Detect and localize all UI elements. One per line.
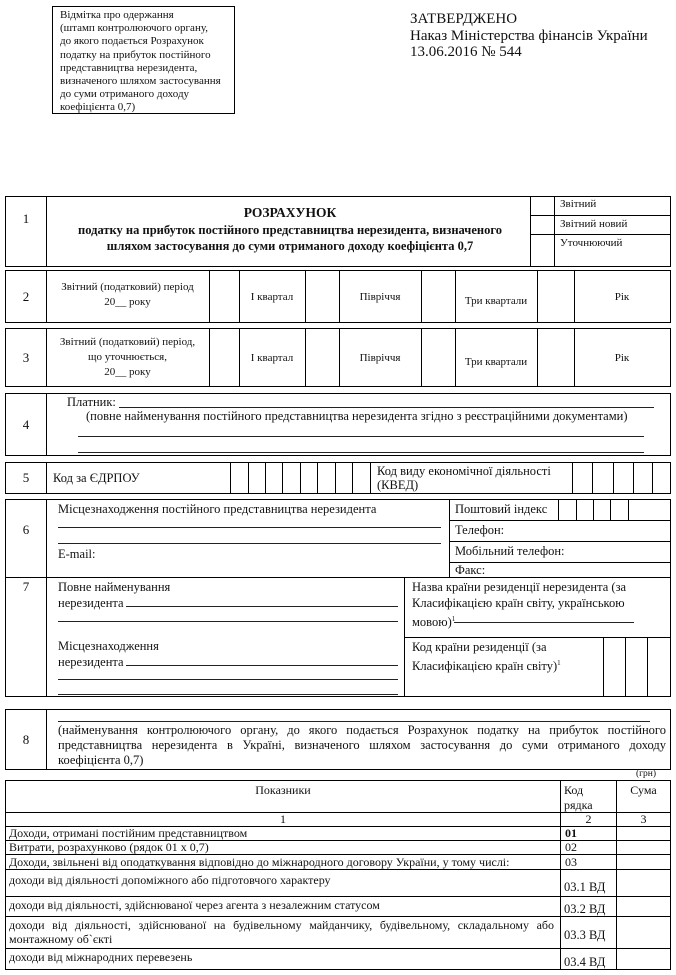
row-code: 02 bbox=[560, 841, 616, 854]
clarified-period-checkbox-year[interactable] bbox=[537, 329, 574, 386]
period-half: Півріччя bbox=[359, 290, 401, 303]
doc-type-checkbox-clarifying[interactable] bbox=[530, 235, 554, 266]
nonresident-location-field[interactable] bbox=[126, 665, 398, 666]
kved-label-line: (КВЕД) bbox=[377, 478, 419, 492]
row-label: доходи від діяльності, здійснюваної через агента з незалежним статусом bbox=[9, 898, 380, 912]
colnum-1: 1 bbox=[280, 812, 286, 826]
label-line: мовою) bbox=[412, 615, 452, 630]
table-colnum-row bbox=[6, 813, 670, 827]
row-code: 03.2 ВД bbox=[560, 897, 616, 916]
doc-type-label: Уточнюючий bbox=[560, 237, 623, 249]
approval-block bbox=[410, 11, 648, 61]
clarified-period-label bbox=[46, 329, 209, 386]
payer-label: Платник: bbox=[67, 395, 116, 409]
table-row bbox=[6, 917, 670, 949]
section-1 bbox=[5, 196, 671, 267]
location-field-line-2[interactable] bbox=[58, 543, 441, 544]
payer-hint: (повне найменування постійного представництва нерезидента згідно з реєстраційними документами) bbox=[86, 409, 628, 423]
row-label: Доходи, отримані постійним представництвом bbox=[9, 826, 248, 840]
section-7-number: 7 bbox=[22, 579, 30, 594]
period-label-line: Звітний (податковий) період bbox=[61, 280, 194, 293]
clarified-period-q1: І квартал bbox=[250, 351, 294, 364]
table-header-row bbox=[6, 781, 670, 813]
stamp-line: податку на прибуток постійного bbox=[60, 48, 211, 61]
postal-label: Поштовий індекс bbox=[455, 502, 548, 516]
nonresident-name-field[interactable] bbox=[126, 606, 398, 607]
fax-field[interactable] bbox=[449, 563, 670, 578]
footnote-mark: 1 bbox=[451, 615, 456, 623]
section-8 bbox=[5, 709, 671, 770]
row-label: доходи від діяльності, здійснюваної на будівельному майданчику, будівельному, складальному або монтажному об`єкті bbox=[9, 918, 554, 946]
section-4 bbox=[5, 393, 671, 456]
fax-label: Факс: bbox=[455, 563, 486, 577]
tax-authority-hint: (найменування контролюючого органу, до якого подається Розрахунок податку на прибуток постійного представництва нерезидента в Україні, визначеного шляхом застосування до суми отриманого доходу коефіцієнта 0,7) bbox=[58, 723, 666, 767]
row-code: 03 bbox=[560, 855, 616, 869]
header-sum: Сума bbox=[616, 781, 670, 812]
section-8-number: 8 bbox=[22, 731, 30, 747]
approval-order: Наказ Міністерства фінансів України bbox=[410, 27, 648, 44]
email-label: E-mail: bbox=[58, 547, 96, 561]
phone-label: Телефон: bbox=[455, 523, 505, 537]
indicators-table bbox=[5, 780, 671, 970]
row-code: 03.4 ВД bbox=[560, 949, 616, 969]
period-checkbox-half[interactable] bbox=[305, 271, 339, 322]
section-6-number: 6 bbox=[22, 522, 30, 537]
period-q1: І квартал bbox=[250, 290, 294, 303]
stamp-line: представництва нерезидента, bbox=[60, 61, 198, 74]
row-label: Доходи, звільнені від оподаткування відповідно до міжнародного договору України, у тому числі: bbox=[9, 855, 510, 869]
phone-field[interactable] bbox=[449, 521, 670, 542]
stamp-box bbox=[52, 6, 235, 114]
label-line: нерезидента bbox=[58, 655, 124, 669]
stamp-line: коефіцієнта 0,7) bbox=[60, 101, 136, 114]
label-line: Повне найменування bbox=[58, 580, 171, 594]
row-sum-input[interactable] bbox=[616, 917, 670, 948]
section-3 bbox=[5, 328, 671, 387]
payer-name-field[interactable] bbox=[119, 407, 654, 408]
row-sum-input[interactable] bbox=[616, 841, 670, 854]
residence-country-code-label bbox=[412, 639, 561, 674]
label-line: Код країни резиденції (за bbox=[412, 640, 547, 654]
table-row bbox=[6, 841, 670, 855]
period-9m: Три квартали bbox=[464, 294, 528, 307]
section-1-number: 1 bbox=[22, 211, 30, 226]
colnum-2: 2 bbox=[560, 813, 616, 826]
header-indicators: Показники bbox=[255, 783, 311, 797]
colnum-3: 3 bbox=[616, 813, 670, 826]
section-5 bbox=[5, 462, 671, 494]
row-sum-input[interactable] bbox=[616, 949, 670, 969]
clarified-period-checkbox-q1[interactable] bbox=[209, 329, 239, 386]
table-row bbox=[6, 949, 670, 969]
doc-type-label: Звітний новий bbox=[560, 218, 628, 230]
table-row bbox=[6, 827, 670, 841]
section-2-number: 2 bbox=[22, 288, 30, 304]
header-code bbox=[560, 781, 616, 812]
row-label: доходи від міжнародних перевезень bbox=[9, 950, 193, 964]
row-code: 03.3 ВД bbox=[560, 917, 616, 948]
period-checkbox-year[interactable] bbox=[537, 271, 574, 322]
clarified-period-9m: Три квартали bbox=[464, 355, 528, 368]
stamp-line: до якого подається Розрахунок bbox=[60, 35, 204, 48]
stamp-line: визначеного шляхом застосування bbox=[60, 75, 221, 88]
label-line: нерезидента bbox=[58, 596, 124, 610]
label-line: Місцезнаходження bbox=[58, 639, 159, 653]
label-line: Назва країни резиденції нерезидента (за bbox=[412, 580, 627, 594]
table-row bbox=[6, 855, 670, 870]
kved-label bbox=[377, 464, 551, 492]
row-sum-input[interactable] bbox=[616, 855, 670, 869]
section-6 bbox=[5, 499, 671, 577]
period-label-line: 20__ року bbox=[104, 366, 151, 378]
row-sum-input[interactable] bbox=[616, 897, 670, 916]
approval-title: ЗАТВЕРДЖЕНО bbox=[410, 11, 518, 27]
tax-authority-field[interactable] bbox=[58, 721, 650, 722]
kved-label-line: Код виду економічної діяльності bbox=[377, 464, 551, 478]
doc-type-checkbox-reporting[interactable] bbox=[530, 197, 554, 216]
table-row bbox=[6, 897, 670, 917]
label-line: Класифікацією країн світу) bbox=[412, 659, 558, 674]
doc-type-label: Звітний bbox=[560, 198, 597, 210]
period-label bbox=[46, 271, 209, 322]
doc-type-new bbox=[554, 216, 670, 235]
period-checkbox-q1[interactable] bbox=[209, 271, 239, 322]
mobile-field[interactable] bbox=[449, 542, 670, 563]
label-line: Класифікацією країн світу, українською bbox=[412, 596, 625, 610]
form-title: РОЗРАХУНОК bbox=[243, 205, 337, 220]
row-code: 01 bbox=[560, 827, 616, 840]
clarified-period-checkbox-9m[interactable] bbox=[421, 329, 455, 386]
postal-index-label bbox=[449, 500, 670, 521]
section-3-number: 3 bbox=[22, 349, 30, 365]
table-row bbox=[6, 870, 670, 897]
location-label: Місцезнаходження постійного представництва нерезидента bbox=[58, 502, 377, 516]
section-4-number: 4 bbox=[22, 416, 30, 432]
form-subtitle: податку на прибуток постійного представництва нерезидента, визначеного шляхом застосування до суми отриманого доходу коефіцієнта 0,7 bbox=[78, 223, 502, 253]
row-label: доходи від діяльності допоміжного або підготовчого характеру bbox=[9, 873, 331, 887]
footnote-mark: 1 bbox=[557, 659, 561, 667]
residence-country-name-field[interactable] bbox=[454, 622, 634, 623]
header-code-label: Код рядка bbox=[564, 783, 593, 812]
period-label-line: Звітний (податковий) період, bbox=[59, 336, 196, 348]
doc-type-checkbox-new[interactable] bbox=[530, 216, 554, 235]
period-year: Рік bbox=[614, 290, 630, 303]
section-5-number: 5 bbox=[22, 470, 30, 485]
payer-name-field-line-2[interactable] bbox=[78, 436, 644, 437]
currency-unit: (грн) bbox=[636, 769, 657, 779]
form-title-block bbox=[50, 205, 530, 254]
nonresident-location-field-line-2[interactable] bbox=[58, 679, 398, 680]
row-sum-input[interactable] bbox=[616, 870, 670, 896]
period-checkbox-9m[interactable] bbox=[421, 271, 455, 322]
edrpou-label: Код за ЄДРПОУ bbox=[53, 471, 140, 485]
stamp-line: (штамп контролюючого органу, bbox=[60, 22, 208, 35]
stamp-line: до суми отриманого доходу bbox=[60, 88, 190, 101]
row-code: 03.1 ВД bbox=[560, 870, 616, 896]
period-label-line: 20__ року bbox=[104, 295, 151, 308]
section-7 bbox=[5, 577, 671, 697]
doc-type-reporting bbox=[554, 197, 670, 216]
nonresident-name-field-line-2[interactable] bbox=[58, 621, 398, 622]
period-label-line: що уточнюється, bbox=[88, 351, 167, 363]
stamp-line: Відмітка про одержання bbox=[60, 9, 174, 21]
row-label: Витрати, розрахунково (рядок 01 х 0,7) bbox=[9, 840, 209, 854]
nonresident-location-field-line-3[interactable] bbox=[58, 694, 398, 695]
row-sum-input[interactable] bbox=[616, 827, 670, 840]
section-2 bbox=[5, 270, 671, 323]
clarified-period-half: Півріччя bbox=[359, 351, 401, 364]
doc-type-clarifying bbox=[554, 235, 670, 266]
approval-date-number: 13.06.2016 № 544 bbox=[410, 44, 522, 60]
location-field-line-1[interactable] bbox=[58, 527, 441, 528]
clarified-period-year: Рік bbox=[614, 351, 630, 364]
clarified-period-checkbox-half[interactable] bbox=[305, 329, 339, 386]
mobile-label: Мобільний телефон: bbox=[455, 544, 565, 558]
payer-name-field-line-3[interactable] bbox=[78, 452, 644, 453]
